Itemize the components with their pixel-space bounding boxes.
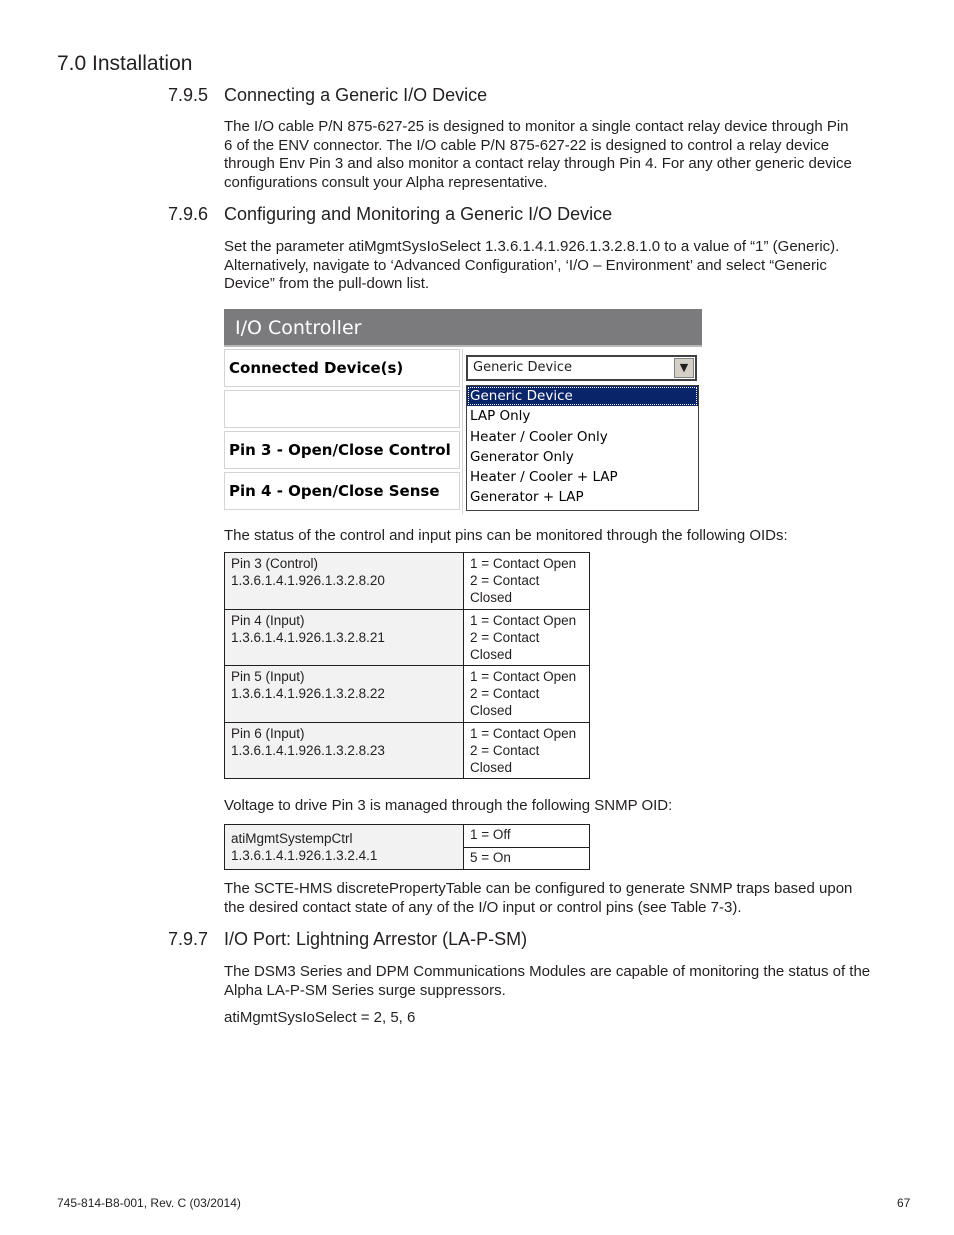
select-value: Generic Device bbox=[473, 360, 573, 375]
value-cell bbox=[464, 553, 590, 610]
section-title: I/O Port: Lightning Arrestor (LA-P-SM) bbox=[224, 929, 528, 949]
text-line: Set the parameter atiMgmtSysIoSelect 1.3.6.1.4.1.926.1.3.2.8.1.0 to a value of “1” (Generic). bbox=[224, 238, 840, 255]
pin-cell bbox=[225, 723, 464, 779]
oid-name: atiMgmtSystempCtrl bbox=[231, 831, 353, 846]
section-heading-7-9-6 bbox=[168, 204, 868, 226]
pin-name: Pin 4 (Input) bbox=[231, 613, 305, 628]
text-line: through Env Pin 3 and also monitor a contact relay through Pin 4. For any other generic device bbox=[224, 155, 852, 172]
io-controller-screenshot bbox=[224, 309, 702, 514]
paragraph-status-pins: The status of the control and input pins can be monitored through the following OIDs: bbox=[224, 527, 788, 544]
text-line: The DSM3 Series and DPM Communications Modules are capable of monitoring the status of the bbox=[224, 963, 871, 980]
value-open: 1 = Contact Open bbox=[470, 669, 577, 684]
option-heater-cooler-lap[interactable]: Heater / Cooler + LAP bbox=[470, 469, 618, 486]
page-heading: 7.0 Installation bbox=[57, 52, 193, 75]
text-line: Alpha LA-P-SM Series surge suppressors. bbox=[224, 981, 506, 999]
value-on-cell: 5 = On bbox=[464, 848, 590, 870]
value-closed: 2 = Contact bbox=[470, 743, 540, 758]
value-closed-cont: Closed bbox=[470, 590, 513, 605]
pin-name: Pin 3 (Control) bbox=[231, 556, 319, 571]
option-lap-only[interactable]: LAP Only bbox=[470, 408, 531, 425]
label-pin4-sense: Pin 4 - Open/Close Sense bbox=[224, 472, 460, 510]
value-closed: 2 = Contact bbox=[470, 630, 540, 645]
pin-oid: 1.3.6.1.4.1.926.1.3.2.8.22 bbox=[231, 686, 385, 701]
table-row bbox=[225, 666, 590, 723]
section-number: 7.9.5 bbox=[168, 85, 209, 105]
section-number: 7.9.6 bbox=[168, 204, 209, 224]
value-open: 1 = Contact Open bbox=[470, 613, 577, 628]
footer-page-number: 67 bbox=[897, 1196, 911, 1210]
section-heading-7-9-7 bbox=[168, 929, 868, 951]
text-line: The I/O cable P/N 875-627-25 is designed to monitor a single contact relay device through Pin bbox=[224, 118, 849, 135]
pin-name: Pin 5 (Input) bbox=[231, 669, 305, 684]
section-title: Configuring and Monitoring a Generic I/O Device bbox=[224, 204, 613, 224]
option-generator-only[interactable]: Generator Only bbox=[470, 448, 574, 465]
pin-cell bbox=[225, 610, 464, 666]
text-line: Device” from the pull-down list. bbox=[224, 275, 430, 292]
label-pin3-control: Pin 3 - Open/Close Control bbox=[224, 431, 460, 469]
text-line: Alternatively, navigate to ‘Advanced Configuration’, ‘I/O – Environment’ and select “Generic bbox=[224, 256, 827, 274]
pin-cell bbox=[225, 666, 464, 723]
table-row bbox=[225, 610, 590, 666]
chevron-down-icon[interactable]: ▼ bbox=[674, 358, 694, 378]
value-cell bbox=[464, 666, 590, 723]
value-closed-cont: Closed bbox=[470, 703, 513, 718]
section-heading-7-9-5 bbox=[168, 85, 868, 107]
pin-cell bbox=[225, 553, 464, 610]
label-connected-devices: Connected Device(s) bbox=[224, 349, 460, 387]
text-line: the desired contact state of any of the I/O input or control pins (see Table 7-3). bbox=[224, 898, 742, 916]
pin-name: Pin 6 (Input) bbox=[231, 726, 305, 741]
paragraph-io-select: atiMgmtSysIoSelect = 2, 5, 6 bbox=[224, 1009, 416, 1026]
paragraph-voltage: Voltage to drive Pin 3 is managed through the following SNMP OID: bbox=[224, 797, 673, 814]
oid-name-cell bbox=[225, 825, 464, 870]
text-line: 6 of the ENV connector. The I/O cable P/N 875-627-22 is designed to control a relay device bbox=[224, 136, 830, 154]
text-line: The SCTE-HMS discretePropertyTable can be configured to generate SNMP traps based upon bbox=[224, 880, 853, 897]
oid-value: 1.3.6.1.4.1.926.1.3.2.4.1 bbox=[231, 848, 378, 863]
device-dropdown-list bbox=[466, 385, 699, 511]
value-closed-cont: Closed bbox=[470, 760, 513, 775]
text-line: configurations consult your Alpha representative. bbox=[224, 173, 548, 191]
table-row bbox=[225, 723, 590, 779]
paragraph-set-parameter bbox=[224, 238, 904, 294]
value-closed-cont: Closed bbox=[470, 647, 513, 662]
pin-oid: 1.3.6.1.4.1.926.1.3.2.8.21 bbox=[231, 630, 385, 645]
option-generator-lap[interactable]: Generator + LAP bbox=[470, 489, 584, 506]
option-heater-cooler-only[interactable]: Heater / Cooler Only bbox=[470, 428, 608, 445]
value-cell bbox=[464, 723, 590, 779]
pin-oid: 1.3.6.1.4.1.926.1.3.2.8.23 bbox=[231, 743, 385, 758]
paragraph-cable-info bbox=[224, 118, 904, 192]
value-open: 1 = Contact Open bbox=[470, 556, 577, 571]
voltage-oid-table bbox=[224, 824, 590, 870]
pin-oid: 1.3.6.1.4.1.926.1.3.2.8.20 bbox=[231, 573, 385, 588]
io-controller-title: I/O Controller bbox=[224, 309, 702, 347]
oid-status-table bbox=[224, 552, 590, 779]
option-generic-device[interactable]: Generic Device bbox=[467, 386, 698, 406]
paragraph-scte-traps bbox=[224, 880, 904, 917]
footer-doc-number: 745-814-B8-001, Rev. C (03/2014) bbox=[57, 1196, 241, 1210]
table-row bbox=[225, 553, 590, 610]
value-closed: 2 = Contact bbox=[470, 573, 540, 588]
paragraph-dsm3 bbox=[224, 963, 904, 1000]
table-row bbox=[225, 825, 590, 848]
value-cell bbox=[464, 610, 590, 666]
value-open: 1 = Contact Open bbox=[470, 726, 577, 741]
device-select[interactable] bbox=[466, 355, 697, 381]
section-number: 7.9.7 bbox=[168, 929, 209, 949]
value-off-cell: 1 = Off bbox=[464, 825, 590, 848]
value-closed: 2 = Contact bbox=[470, 686, 540, 701]
label-empty-row bbox=[224, 390, 460, 428]
section-title: Connecting a Generic I/O Device bbox=[224, 85, 488, 105]
